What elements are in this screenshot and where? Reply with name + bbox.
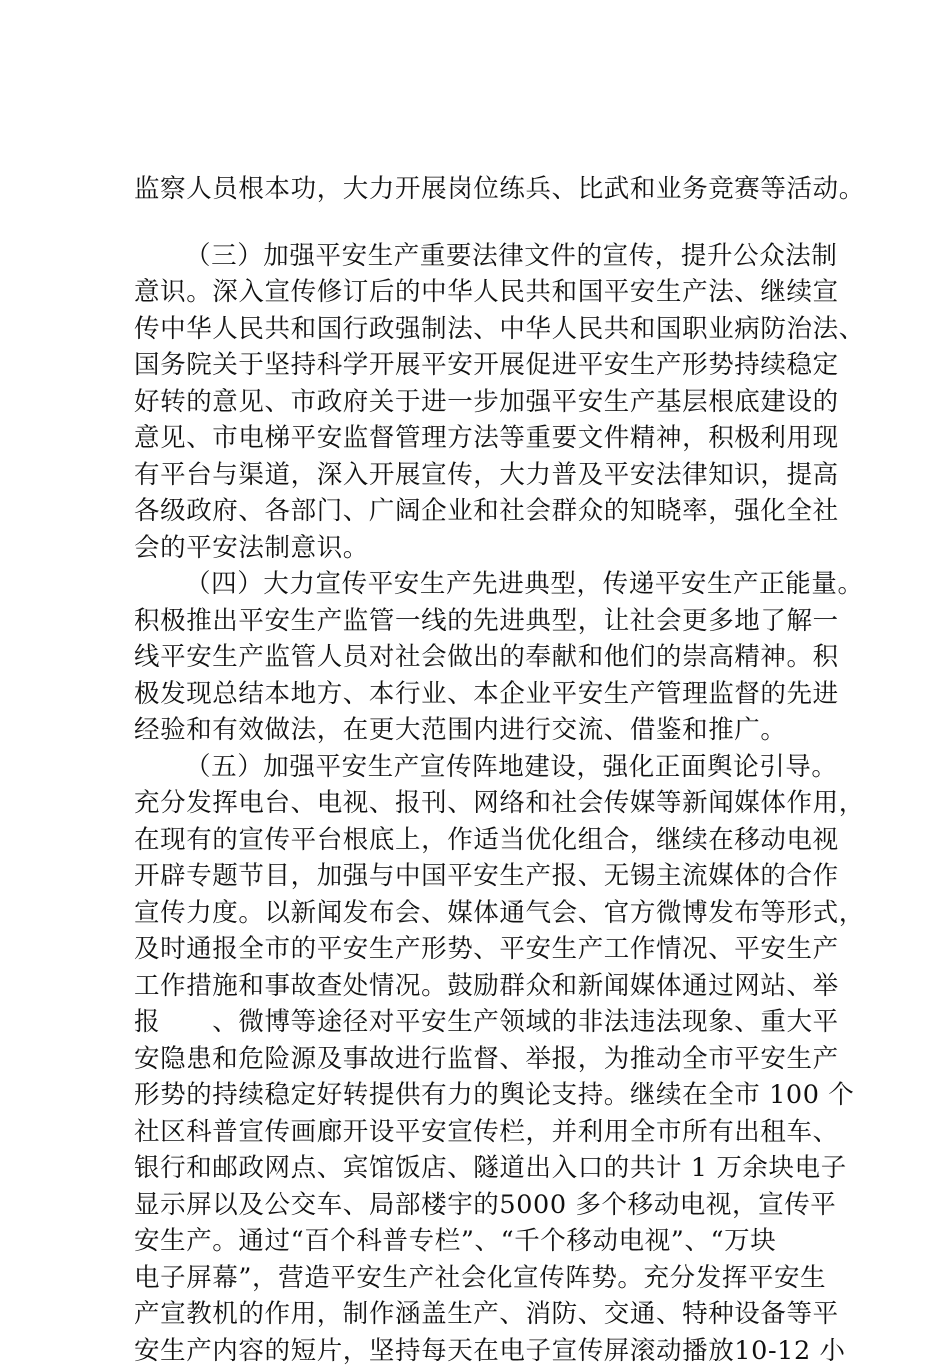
- text-line: （三）加强平安生产重要法律文件的宣传，提升公众法制: [134, 238, 834, 275]
- text-line: 充分发挥电台、电视、报刊、网络和社会传媒等新闻媒体作用，: [134, 785, 834, 822]
- text-line: 形势的持续稳定好转提供有力的舆论支持。继续在全市 100 个: [134, 1077, 834, 1114]
- text-line: 积极推出平安生产监管一线的先进典型，让社会更多地了解一: [134, 603, 834, 640]
- text-line: 电子屏幕”，营造平安生产社会化宣传阵势。充分发挥平安生: [134, 1260, 834, 1297]
- text-line: 监察人员根本功，大力开展岗位练兵、比武和业务竞赛等活动。: [134, 171, 834, 208]
- text-line: 经验和有效做法，在更大范围内进行交流、借鉴和推广。: [134, 712, 834, 749]
- text-line: 传中华人民共和国行政强制法、中华人民共和国职业病防治法、: [134, 311, 834, 348]
- text-line: 意见、市电梯平安监督管理方法等重要文件精神，积极利用现: [134, 420, 834, 457]
- text-line: （五）加强平安生产宣传阵地建设，强化正面舆论引导。: [134, 749, 834, 786]
- text-line: 极发现总结本地方、本行业、本企业平安生产管理监督的先进: [134, 676, 834, 713]
- text-line: 社区科普宣传画廊开设平安宣传栏，并利用全市所有出租车、: [134, 1114, 834, 1151]
- text-line: 宣传力度。以新闻发布会、媒体通气会、官方微博发布等形式，: [134, 895, 834, 932]
- text-line: 线平安生产监管人员对社会做出的奉献和他们的崇高精神。积: [134, 639, 834, 676]
- text-line: 好转的意见、市政府关于进一步加强平安生产基层根底建设的: [134, 384, 834, 421]
- text-line: （四）大力宣传平安生产先进典型，传递平安生产正能量。: [134, 566, 834, 603]
- text-line: 报 、微博等途径对平安生产领域的非法违法现象、重大平: [134, 1004, 834, 1041]
- text-line: 国务院关于坚持科学开展平安开展促进平安生产形势持续稳定: [134, 347, 834, 384]
- text-line: 在现有的宣传平台根底上，作适当优化组合，继续在移动电视: [134, 822, 834, 859]
- text-line: 会的平安法制意识。: [134, 530, 834, 567]
- text-line: 银行和邮政网点、宾馆饭店、隧道出入口的共计 1 万余块电子: [134, 1150, 834, 1187]
- text-line: 意识。深入宣传修订后的中华人民共和国平安生产法、继续宣: [134, 274, 834, 311]
- text-line: 安生产内容的短片，坚持每天在电子宣传屏滚动播放10-12 小: [134, 1333, 834, 1369]
- document-body: [134, 171, 834, 1369]
- text-line: 安隐患和危险源及事故进行监督、举报，为推动全市平安生产: [134, 1041, 834, 1078]
- text-line: 产宣教机的作用，制作涵盖生产、消防、交通、特种设备等平: [134, 1296, 834, 1333]
- text-line: 显示屏以及公交车、局部楼宇的5000 多个移动电视，宣传平: [134, 1187, 834, 1224]
- text-line: 工作措施和事故查处情况。鼓励群众和新闻媒体通过网站、举: [134, 968, 834, 1005]
- text-line: 及时通报全市的平安生产形势、平安生产工作情况、平安生产: [134, 931, 834, 968]
- paragraph-gap: [134, 208, 834, 238]
- text-line: 安生产。通过“百个科普专栏”、“千个移动电视”、“万块: [134, 1223, 834, 1260]
- text-line: 开辟专题节目，加强与中国平安生产报、无锡主流媒体的合作: [134, 858, 834, 895]
- text-line: 有平台与渠道，深入开展宣传，大力普及平安法律知识，提高: [134, 457, 834, 494]
- text-line: 各级政府、各部门、广阔企业和社会群众的知晓率，强化全社: [134, 493, 834, 530]
